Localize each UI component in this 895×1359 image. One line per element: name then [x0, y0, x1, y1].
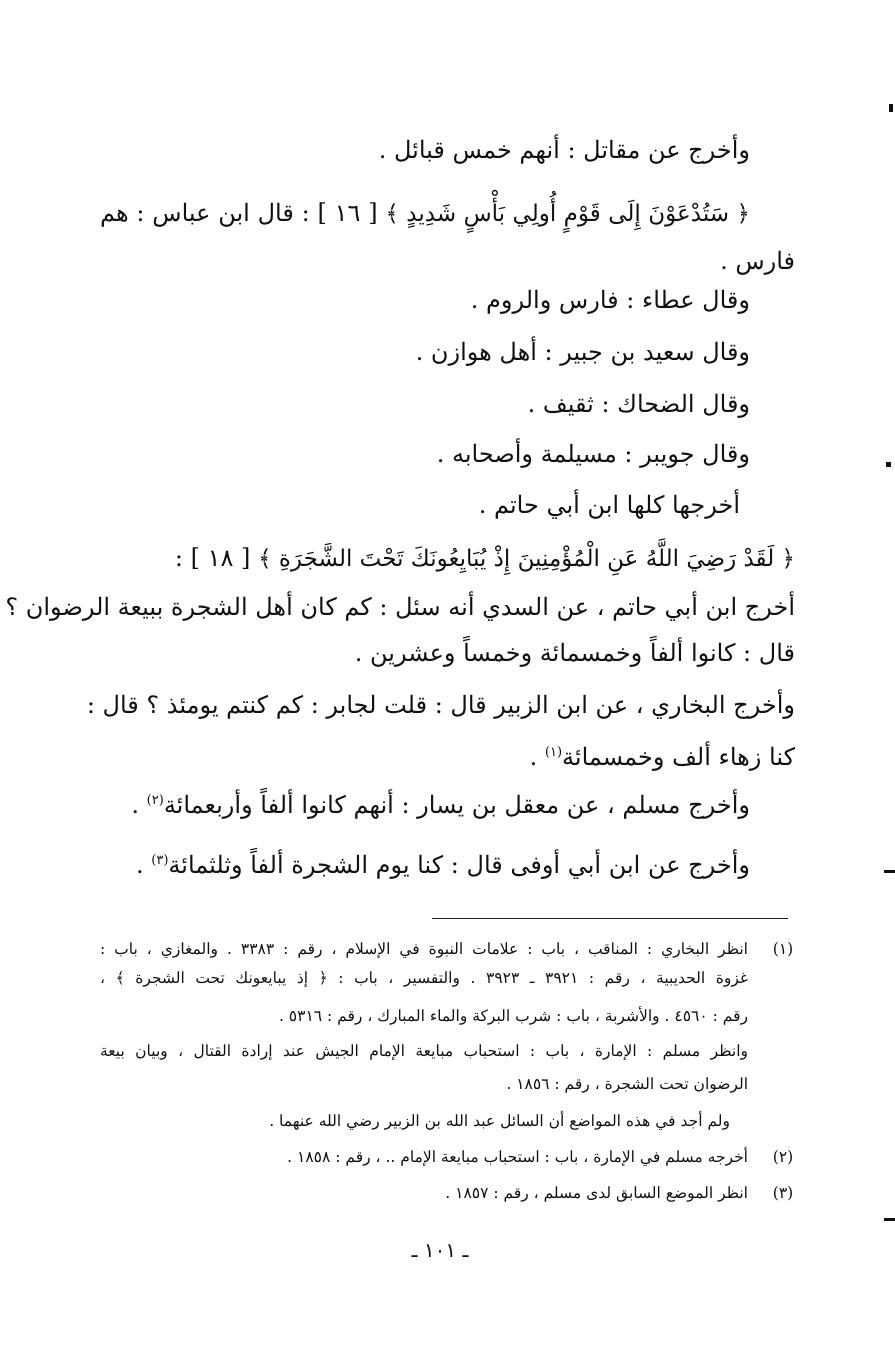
quran-verse: ﴿ سَتُدْعَوْنَ إِلَى قَوْمٍ أُولِي بَأْسٍ شَدِيدٍ ﴾ [385, 201, 750, 227]
scan-mark [886, 462, 891, 467]
text-line [530, 742, 795, 772]
footnote-separator [432, 918, 788, 919]
text-line [131, 790, 750, 820]
text-segment: . [529, 743, 545, 771]
text-line: أخرج ابن أبي حاتم ، عن السدي أنه سئل : كم كان أهل الشجرة ببيعة الرضوان ؟ [5, 593, 795, 621]
footnote-marker: (١) [544, 745, 563, 760]
text-line: وقال جويبر : مسيلمة وأصحابه . [436, 440, 750, 468]
text-line [175, 543, 795, 574]
footnote-number: (١) [772, 940, 794, 958]
footnote-number: (٢) [772, 1148, 794, 1166]
footnote-marker: (٢) [146, 793, 164, 808]
footnote-line: غزوة الحديبية ، رقم : ٣٩٢١ ـ ٣٩٢٣ . والتفسير ، باب : ﴿ إذ يبايعونك تحت الشجرة ﴾ ، [100, 969, 749, 987]
text-line: وقال الضحاك : ثقيف . [527, 390, 750, 418]
verse-reference: [ ١٨ ] : [174, 544, 251, 572]
text-line: أخرجها كلها ابن أبي حاتم . [478, 491, 740, 519]
text-segment: . [131, 791, 147, 819]
quran-verse: ﴿ لَقَدْ رَضِيَ اللَّهُ عَنِ الْمُؤْمِنِينَ إِذْ يُبَايِعُونَكَ تَحْتَ الشَّجَرَةِ ﴾ [258, 546, 795, 572]
scan-mark [884, 870, 895, 873]
footnote-line: أخرجه مسلم في الإمارة ، باب : استحباب مبايعة الإمام .. ، رقم : ١٨٥٨ . [287, 1148, 748, 1166]
text-line: وأخرج عن مقاتل : أنهم خمس قبائل . [378, 136, 750, 164]
text-segment: وأخرج عن ابن أبي أوفى قال : كنا يوم الشجرة ألفاً وثلثمائة [168, 851, 750, 879]
text-line: وقال سعيد بن جبير : أهل هوازن . [415, 338, 750, 366]
scan-mark [884, 1218, 895, 1221]
page-number: ـ ١٠١ ـ [411, 1238, 469, 1262]
text-line [136, 850, 750, 880]
text-line: قال : كانوا ألفاً وخمسمائة وخمساً وعشرين . [354, 639, 795, 667]
text-segment: : قال ابن عباس : هم [100, 199, 310, 227]
footnote-line: انظر الموضع السابق لدى مسلم ، رقم : ١٨٥٧ . [445, 1184, 748, 1202]
text-segment: كنا زهاء ألف وخمسمائة [562, 743, 795, 771]
verse-reference: [ ١٦ ] [317, 199, 378, 227]
text-line [100, 198, 750, 229]
text-line: وأخرج البخاري ، عن ابن الزبير قال : قلت لجابر : كم كنتم يومئذ ؟ قال : [86, 691, 795, 719]
text-segment: . [136, 851, 152, 879]
footnote-line: انظر البخاري : المناقب ، باب : علامات النبوة في الإسلام ، رقم : ٣٣٨٣ . والمغازي ، باب : [100, 940, 748, 958]
footnote-line: ولم أجد في هذه المواضع أن السائل عبد الله بن الزبير رضي الله عنهما . [269, 1112, 730, 1130]
text-line: وقال عطاء : فارس والروم . [470, 286, 750, 314]
text-line: فارس . [720, 247, 795, 275]
text-segment: وأخرج مسلم ، عن معقل بن يسار : أنهم كانوا ألفاً وأربعمائة [163, 791, 750, 819]
footnote-marker: (٣) [151, 853, 169, 868]
footnote-line: الرضوان تحت الشجرة ، رقم : ١٨٥٦ . [506, 1075, 748, 1093]
footnote-line: رقم : ٤٥٦٠ . والأشربة ، باب : شرب البركة والماء المبارك ، رقم : ٥٣١٦ . [278, 1007, 748, 1025]
footnote-line: وانظر مسلم : الإمارة ، باب : استحباب مبايعة الإمام الجيش عند إرادة القتال ، وبيان بيعة [100, 1042, 748, 1060]
scan-mark [889, 104, 893, 112]
footnote-number: (٣) [772, 1184, 794, 1202]
